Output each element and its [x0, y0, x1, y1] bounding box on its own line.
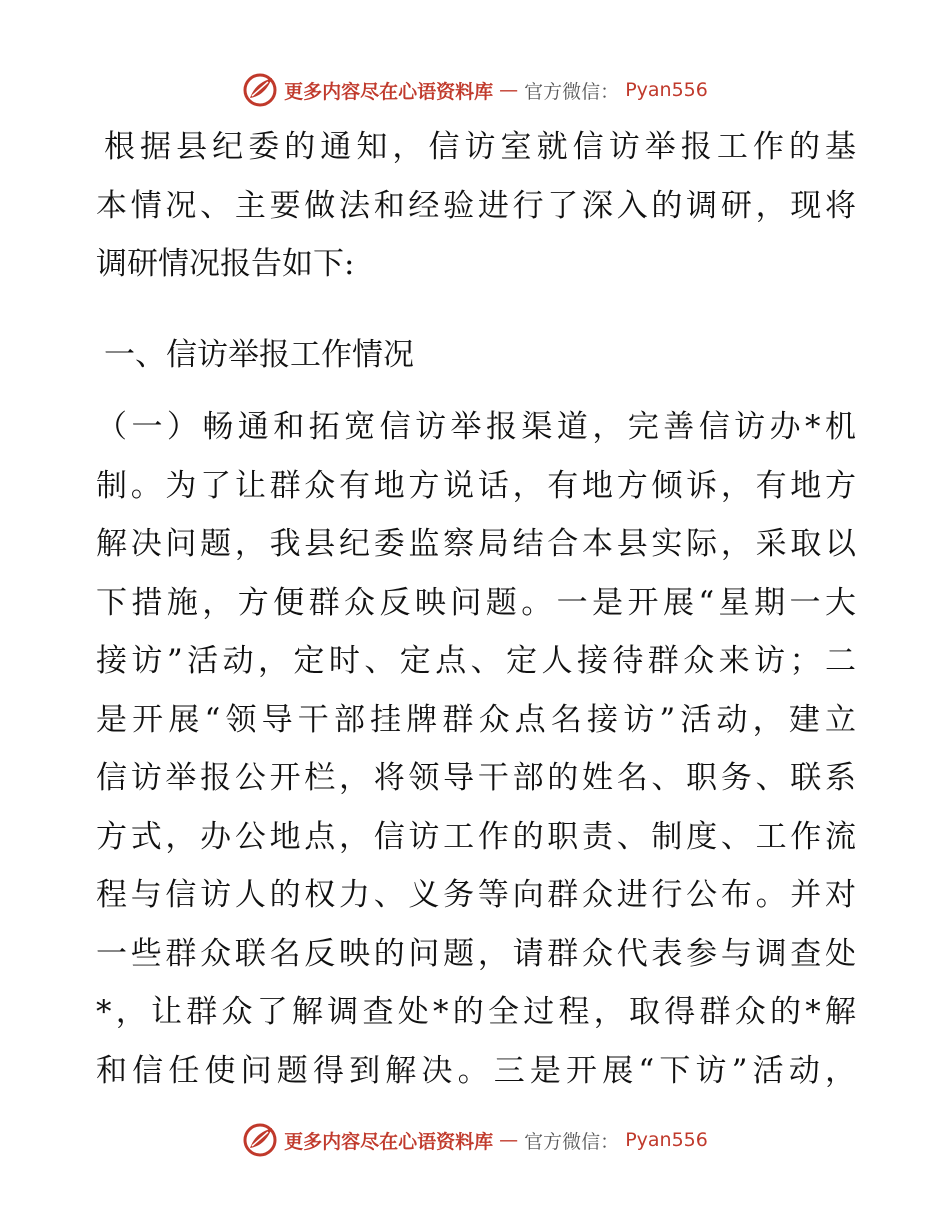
leaf-logo-icon: [242, 72, 278, 108]
paragraph-line: 是开展“领导干部挂牌群众点名接访”活动，建立: [96, 701, 856, 738]
watermark-header: [0, 70, 950, 110]
paragraph-line: 接访”活动，定时、定点、定人接待群众来访；二: [96, 643, 856, 679]
paragraph-line: 一些群众联名反映的问题，请群众代表参与调查处: [96, 935, 856, 972]
intro-line: 根据县纪委的通知，信访室就信访举报工作的基: [104, 129, 856, 165]
watermark-wechat-id: Pyan556: [625, 1129, 708, 1151]
section-heading: 一、信访举报工作情况: [104, 336, 414, 373]
paragraph-line: *，让群众了解调查处*的全过程，取得群众的*解: [96, 994, 856, 1030]
watermark-dash: —: [499, 1129, 519, 1151]
watermark-wechat-label: 官方微信：: [524, 1130, 620, 1153]
watermark-wechat-label: 官方微信：: [524, 80, 620, 103]
intro-line: 本情况、主要做法和经验进行了深入的调研，现将: [96, 187, 856, 224]
document-body: [96, 118, 856, 1100]
paragraph-line: 下措施，方便群众反映问题。一是开展“星期一大: [96, 584, 856, 621]
paragraph-line: 解决问题，我县纪委监察局结合本县实际，采取以: [96, 526, 856, 562]
paragraph-line: 制。为了让群众有地方说话，有地方倾诉，有地方: [96, 467, 856, 504]
leaf-logo-icon: [242, 1122, 278, 1158]
paragraph-line: 和信任使问题得到解决。三是开展“下访”活动，: [96, 1052, 856, 1089]
intro-line: 调研情况报告如下:: [96, 246, 355, 282]
watermark-wechat-id: Pyan556: [625, 79, 708, 101]
watermark-site-name: 更多内容尽在心语资料库: [284, 80, 494, 103]
paragraph-line: 信访举报公开栏，将领导干部的姓名、职务、联系: [96, 760, 856, 796]
watermark-footer: [0, 1120, 950, 1160]
paragraph-line: 方式，办公地点，信访工作的职责、制度、工作流: [96, 818, 856, 855]
paragraph-line: （一）畅通和拓宽信访举报渠道，完善信访办*机: [96, 409, 856, 445]
watermark-site-name: 更多内容尽在心语资料库: [284, 1130, 494, 1153]
paragraph-line: 程与信访人的权力、义务等向群众进行公布。并对: [96, 877, 856, 913]
watermark-dash: —: [499, 79, 519, 101]
